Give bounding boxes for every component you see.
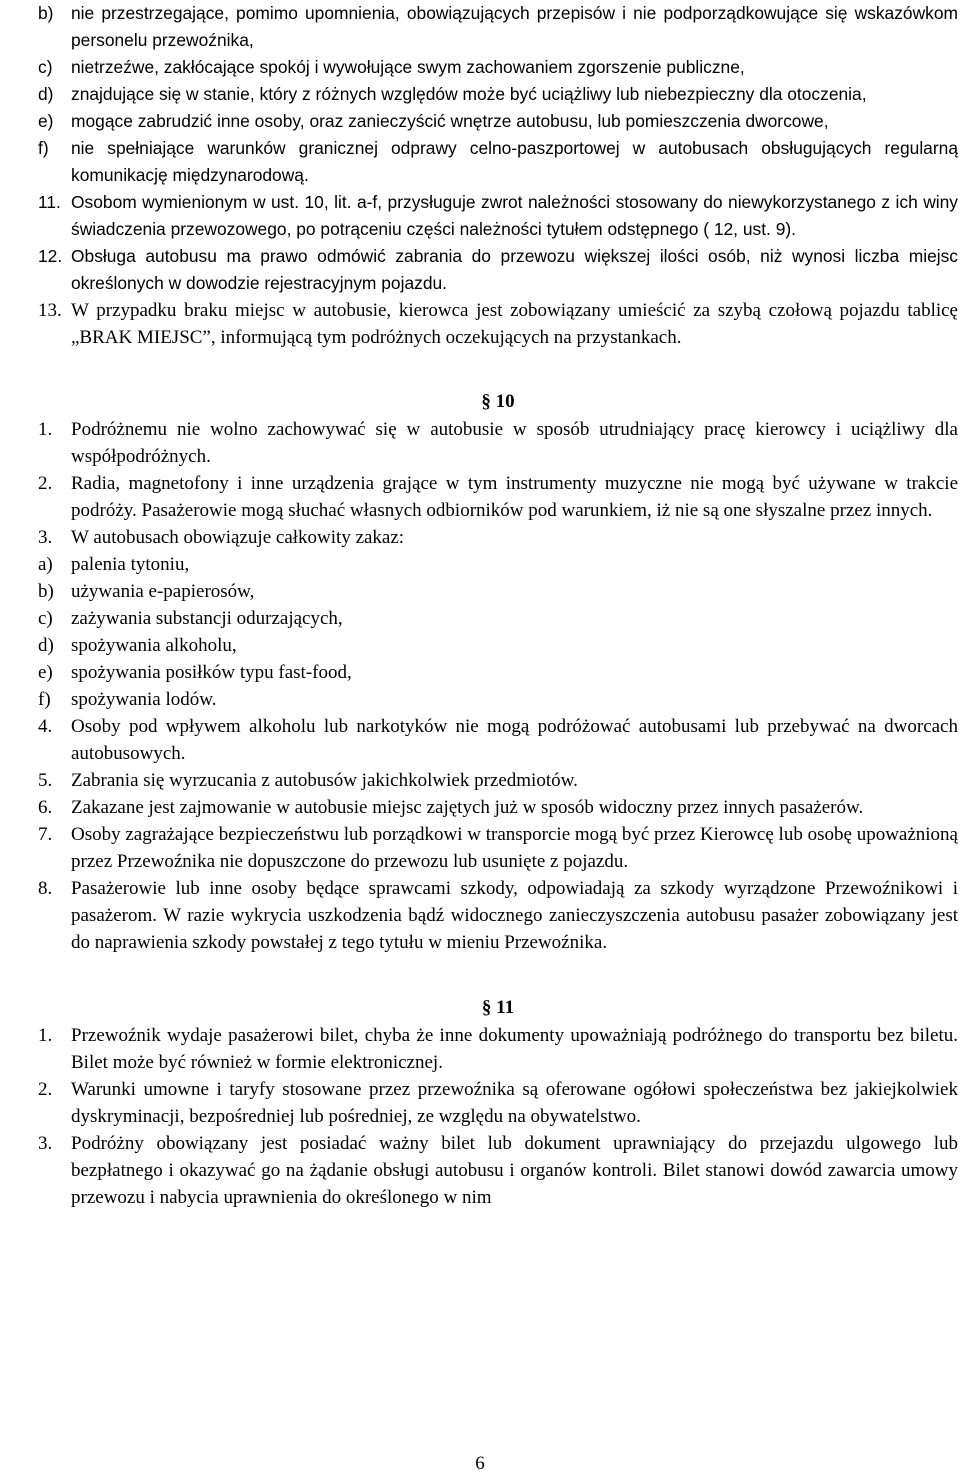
item-text: Radia, magnetofony i inne urządzenia grające w tym instrumenty muzyczne nie mogą być używane w trakcie podróży. Pasażerowie mogą słuchać własnych odbiorników pod warunkiem, iż nie są one słyszalne przez innych. bbox=[71, 473, 958, 521]
list-item bbox=[38, 243, 958, 297]
section-heading-11 bbox=[38, 994, 958, 1021]
item-marker: a) bbox=[38, 554, 53, 575]
list-item bbox=[38, 551, 958, 578]
item-marker: 11. bbox=[38, 192, 61, 212]
list-item bbox=[38, 1022, 958, 1076]
list-item bbox=[38, 416, 958, 470]
item-text: W przypadku braku miejsc w autobusie, kierowca jest zobowiązany umieścić za szybą czołową pojazdu tablicę „BRAK MIEJSC”, informującą tym podróżnych oczekujących na przystankach. bbox=[71, 300, 958, 348]
item-marker: b) bbox=[38, 581, 54, 602]
list-item bbox=[38, 578, 958, 605]
item-marker: 3. bbox=[38, 527, 53, 548]
item-text: Podróżny obowiązany jest posiadać ważny bilet lub dokument uprawniający do przejazdu ulgowego lub bezpłatnego i okazywać go na żądanie obsługi autobusu i organów kontroli. Bilet stanowi dowód zawarcia umowy przewozu i nabycia uprawnienia do określonego w nim bbox=[71, 1133, 958, 1208]
list-item bbox=[38, 686, 958, 713]
section-heading-10 bbox=[38, 388, 958, 415]
item-text: Osoby pod wpływem alkoholu lub narkotyków nie mogą podróżować autobusami lub przebywać na dworcach autobusowych. bbox=[71, 716, 958, 764]
list-item bbox=[38, 1130, 958, 1211]
item-text: spożywania lodów. bbox=[71, 689, 217, 710]
item-text: mogące zabrudzić inne osoby, oraz zanieczyścić wnętrze autobusu, lub pomieszczenia dworcowe, bbox=[71, 111, 829, 131]
item-text: używania e-papierosów, bbox=[71, 581, 255, 602]
item-text: spożywania posiłków typu fast-food, bbox=[71, 662, 352, 683]
item-marker: b) bbox=[38, 3, 54, 23]
list-item bbox=[38, 875, 958, 956]
item-marker: 2. bbox=[38, 1079, 53, 1100]
item-marker: 7. bbox=[38, 824, 53, 845]
item-text: spożywania alkoholu, bbox=[71, 635, 237, 656]
section-number: 10 bbox=[495, 391, 515, 412]
item-marker: 5. bbox=[38, 770, 53, 791]
item-marker: 3. bbox=[38, 1133, 53, 1154]
item-text: Obsługa autobusu ma prawo odmówić zabrania do przewozu większej ilości osób, niż wynosi liczba miejsc określonych w dowodzie rejestracyjnym pojazdu. bbox=[71, 246, 958, 293]
section-sign-icon: § bbox=[481, 997, 492, 1018]
section-number: 11 bbox=[496, 997, 515, 1018]
item-text: W autobusach obowiązuje całkowity zakaz: bbox=[71, 527, 405, 548]
item-text: Przewoźnik wydaje pasażerowi bilet, chyba że inne dokumenty upoważniają podróżnego do transportu bez biletu. Bilet może być również w formie elektronicznej. bbox=[71, 1025, 958, 1073]
section-11 bbox=[38, 1022, 958, 1211]
list-item bbox=[38, 794, 958, 821]
item-marker: 8. bbox=[38, 878, 53, 899]
item-text: nietrzeźwe, zakłócające spokój i wywołujące swym zachowaniem zgorszenie publiczne, bbox=[71, 57, 745, 77]
list-item bbox=[38, 659, 958, 686]
list-item bbox=[38, 0, 958, 54]
list-item bbox=[38, 54, 958, 81]
item-marker: 4. bbox=[38, 716, 53, 737]
item-text: Pasażerowie lub inne osoby będące sprawcami szkody, odpowiadają za szkody wyrządzone Przewoźnikowi i pasażerom. W razie wykrycia uszkodzenia bądź widocznego zanieczyszczenia autobusu pasażer zobowiązany jest do naprawienia szkody powstałej z tego tytułu w mieniu Przewoźnika. bbox=[71, 878, 958, 953]
list-item bbox=[38, 189, 958, 243]
item-text: Zabrania się wyrzucania z autobusów jakichkolwiek przedmiotów. bbox=[71, 770, 578, 791]
item-text: Osobom wymienionym w ust. 10, lit. a-f, przysługuje zwrot należności stosowany do niewykorzystanego z ich winy świadczenia przewozowego, po potrąceniu części należności tytułem odstępnego ( 12, ust. 9). bbox=[71, 192, 958, 239]
item-marker: e) bbox=[38, 111, 54, 131]
item-marker: d) bbox=[38, 84, 54, 104]
list-item bbox=[38, 297, 958, 351]
item-text: nie przestrzegające, pomimo upomnienia, obowiązujących przepisów i nie podporządkowujące się wskazówkom personelu przewoźnika, bbox=[71, 3, 958, 50]
item-marker: 2. bbox=[38, 473, 53, 494]
list-item bbox=[38, 81, 958, 108]
item-marker: 6. bbox=[38, 797, 53, 818]
item-text: Podróżnemu nie wolno zachowywać się w autobusie w sposób utrudniający pracę kierowcy i uciążliwy dla współpodróżnych. bbox=[71, 419, 958, 467]
item-marker: d) bbox=[38, 635, 54, 656]
document-page bbox=[38, 0, 958, 1211]
list-item bbox=[38, 1076, 958, 1130]
list-item bbox=[38, 632, 958, 659]
item-text: zażywania substancji odurzających, bbox=[71, 608, 343, 629]
list-item bbox=[38, 135, 958, 189]
item-text: Zakazane jest zajmowanie w autobusie miejsc zajętych już w sposób widoczny przez innych pasażerów. bbox=[71, 797, 864, 818]
item-text: nie spełniające warunków granicznej odprawy celno-paszportowej w autobusach obsługujących regularną komunikację międzynarodową. bbox=[71, 138, 958, 185]
item-marker: f) bbox=[38, 138, 49, 158]
list-item bbox=[38, 767, 958, 794]
item-marker: e) bbox=[38, 662, 53, 683]
list-item bbox=[38, 605, 958, 632]
list-item bbox=[38, 108, 958, 135]
section-sign-icon: § bbox=[481, 391, 491, 412]
section-9-continued bbox=[38, 0, 958, 351]
item-marker: c) bbox=[38, 57, 53, 77]
list-item bbox=[38, 524, 958, 551]
item-text: znajdujące się w stanie, który z różnych względów może być uciążliwy lub niebezpieczny dla otoczenia, bbox=[71, 84, 867, 104]
list-item bbox=[38, 821, 958, 875]
item-text: palenia tytoniu, bbox=[71, 554, 190, 575]
item-text: Osoby zagrażające bezpieczeństwu lub porządkowi w transporcie mogą być przez Kierowcę lub osobę upoważnioną przez Przewoźnika nie dopuszczone do przewozu lub usunięte z pojazdu. bbox=[71, 824, 958, 872]
item-marker: 1. bbox=[38, 1025, 53, 1046]
list-item bbox=[38, 713, 958, 767]
item-marker: 1. bbox=[38, 419, 53, 440]
item-marker: f) bbox=[38, 689, 51, 710]
page-number: 6 bbox=[475, 1453, 485, 1474]
section-10 bbox=[38, 416, 958, 956]
item-marker: 12. bbox=[38, 246, 63, 266]
item-text: Warunki umowne i taryfy stosowane przez przewoźnika są oferowane ogółowi społeczeństwa bez jakiejkolwiek dyskryminacji, bezpośredniej lub pośredniej, ze względu na obywatelstwo. bbox=[71, 1079, 958, 1127]
item-marker: c) bbox=[38, 608, 53, 629]
list-item bbox=[38, 470, 958, 524]
item-marker: 13. bbox=[38, 300, 62, 321]
